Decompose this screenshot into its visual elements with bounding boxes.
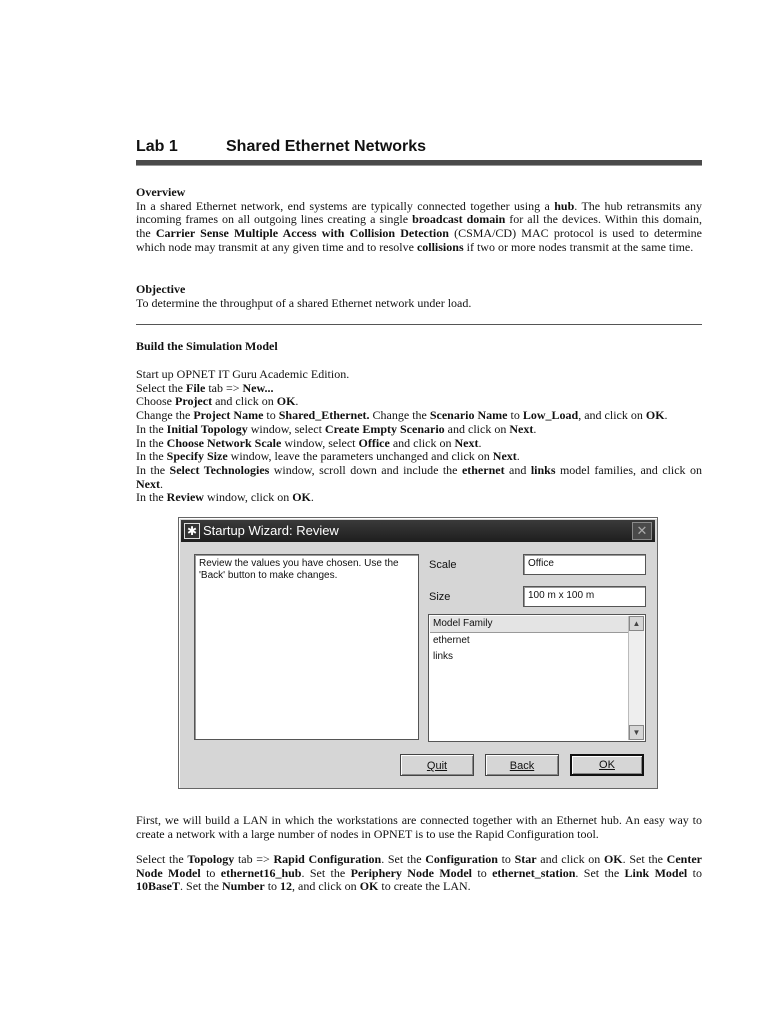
review-text: Review the values you have chosen. Use the 'Back' button to make changes. [194,554,419,740]
objective-section [136,283,702,310]
step-9: In the Review window, click on OK. [136,490,314,505]
step-7: In the Specify Size window, leave the parameters unchanged and click on Next. [136,449,520,464]
step-3: Choose Project and click on OK. [136,394,299,409]
lab-number: Lab 1 [136,138,178,155]
build-heading-block [136,340,702,354]
scale-field[interactable]: Office [523,554,646,575]
rapid-config-intro: First, we will build a LAN in which the workstations are connected together with an Ethernet hub. An easy way to create a network with a large number of nodes in OPNET is to use the Rapid Configuration tool. [136,813,702,841]
back-button[interactable]: Back [485,754,559,776]
size-field[interactable]: 100 m x 100 m [523,586,646,607]
dialog-title: Startup Wizard: Review [203,523,339,538]
rapid-config-steps: Select the Topology tab => Rapid Configuration. Set the Configuration to Star and click on OK. Set the Center Node Model to ethernet16_hub. Set the Periphery Node Model to ethernet_station. Set the Link Model to 10BaseT. Set the Number to 12, and click on OK to create the LAN. [136,852,702,894]
overview-paragraph: In a shared Ethernet network, end systems are typically connected together using a hub. The hub retransmits any incoming frames on all outgoing lines creating a single broadcast domain for all the devices. Within this domain, the Carrier Sense Multiple Access with Collision Detection (CSMA/CD) MAC protocol is used to determine which node may transmit at any given time and to resolve collisions if two or more nodes transmit at the same time. [136,198,702,254]
scale-label: Scale [429,559,457,571]
ok-button[interactable]: OK [570,754,644,776]
list-scrollbar[interactable] [628,616,644,740]
dialog-titlebar [181,520,655,542]
list-item[interactable]: links [433,651,454,662]
step-5: In the Initial Topology window, select Create Empty Scenario and click on Next. [136,421,537,436]
list-header: Model Family [430,616,628,633]
section-divider [136,324,702,325]
lab-title: Shared Ethernet Networks [226,138,427,155]
quit-button[interactable]: Quit [400,754,474,776]
objective-heading: Objective [136,282,186,296]
size-label: Size [429,591,451,603]
close-icon[interactable]: ✕ [632,522,652,540]
title-rule [136,160,702,166]
step-2: Select the File tab => New... [136,380,274,395]
step-1: Start up OPNET IT Guru Academic Edition. [136,367,350,381]
star-icon: ✱ [184,523,200,539]
overview-heading: Overview [136,185,186,199]
scroll-up-icon[interactable]: ▲ [629,616,644,631]
objective-text: To determine the throughput of a shared Ethernet network under load. [136,295,472,310]
step-6: In the Choose Network Scale window, select Office and click on Next. [136,435,482,450]
overview-section [136,186,702,255]
build-heading: Build the Simulation Model [136,339,278,353]
lab-header [136,134,702,156]
build-steps [136,368,702,505]
startup-wizard-dialog [178,517,658,789]
step-8: In the Select Technologies window, scroll down and include the ethernet and links model families, and click on Next. [136,462,703,491]
step-4: Change the Project Name to Shared_Ethernet. Change the Scenario Name to Low_Load, and click on OK. [136,408,668,423]
model-family-list[interactable] [428,614,646,742]
list-item[interactable]: ethernet [433,635,470,646]
scroll-down-icon[interactable]: ▼ [629,725,644,740]
